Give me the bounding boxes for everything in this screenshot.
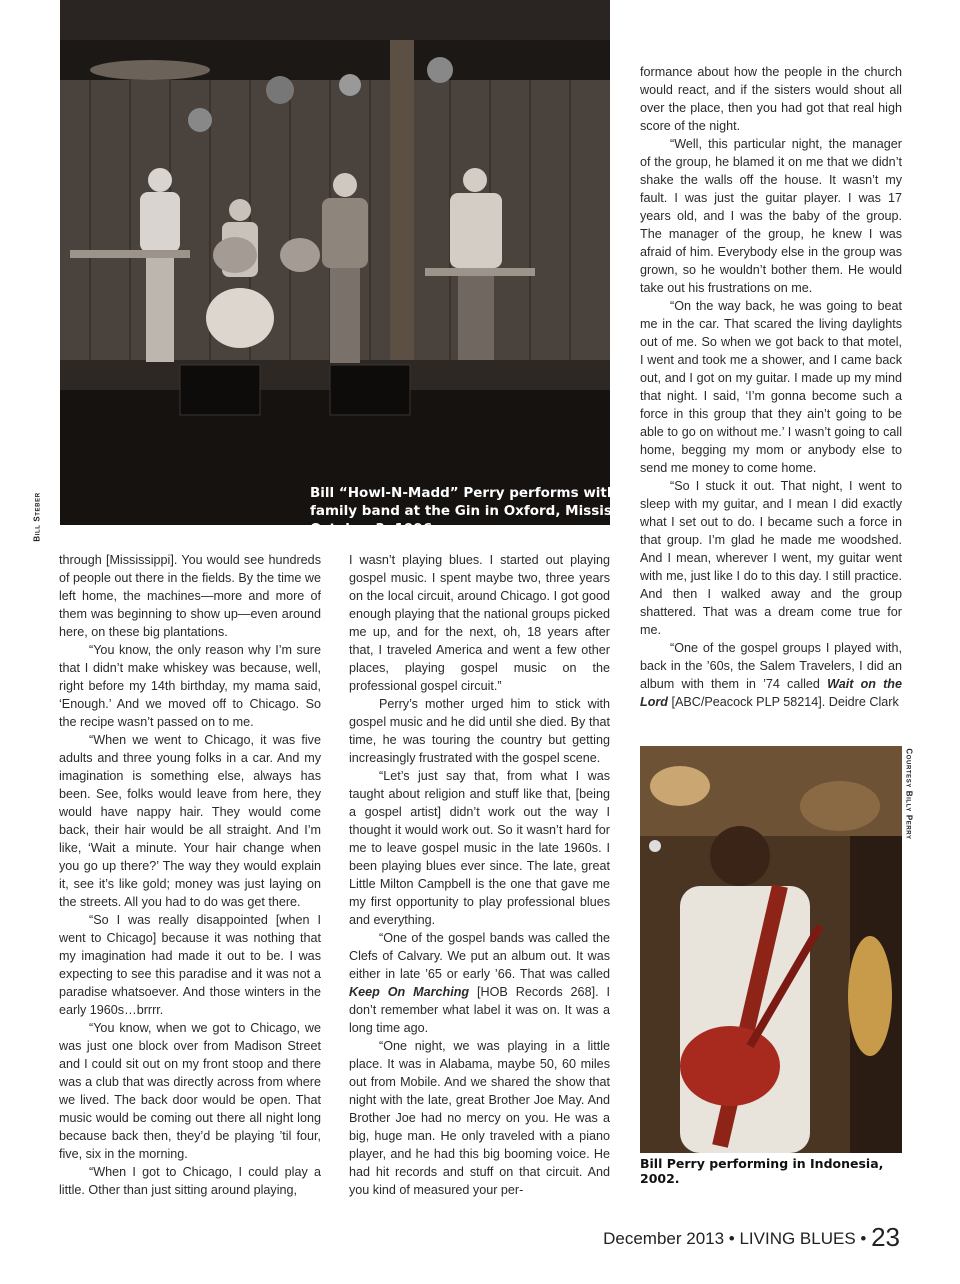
article-column-3 — [640, 63, 902, 711]
photo-credit: Bill Steber — [32, 492, 42, 542]
paragraph: “One night, we was playing in a little place. It was in Alabama, maybe 50, 60 miles out from Mobile. And we shared the show that night with the late, great Brother Joe May. And Brother Joe had no mercy on you. He was a big, huge man. He only traveled with a piano player, and he had this big booming voice. He had hit records and stuff on that circuit. And you kind of measured your per- — [349, 1039, 610, 1197]
paragraph: I wasn’t playing blues. I started out playing gospel music. I spent maybe two, three years on the local circuit, around Chicago. I got good enough playing that the national groups picked me up, and for the next, oh, 18 years after that, I traveled America and went a few other places, playing gospel music on the professional gospel circuit.” — [349, 553, 610, 693]
guitarist-photo-image — [640, 746, 902, 1153]
paragraph: “Let’s just say that, from what I was taught about religion and stuff like that, [being a gospel artist] didn’t work out the way I thought it would work out. So it wasn’t hard for me to leave gospel music in the late 1960s. I been playing blues ever since. The late, great Little Milton Campbell is the one that gave me my first opportunity to play professional blues and everything. — [349, 769, 610, 927]
album-title: Keep On Marching — [349, 985, 470, 999]
paragraph: “You know, the only reason why I’m sure that I didn’t make whiskey was because, well, right before my 14th birthday, my mama said, ‘Enough.’ And we moved off to Chicago. So the recipe wasn’t passed on to me. — [59, 643, 321, 729]
paragraph: “On the way back, he was going to beat me in the car. That scared the living daylights out of me. So when we got back to that motel, I went and took me a shower, and I came back out, and I got on my guitar. I made up my mind that night. I said, ‘I’m gonna become such a force in this group that they ain’t going to be able to go on without me.’ I wasn’t going to call home, begging my mom or anybody else to send me money to come home. — [640, 299, 902, 475]
paragraph: “One of the gospel groups I played with, back in the ’60s, the Salem Travelers, I did an album with them in ’74 called Wait on the Lord [ABC/Peacock PLP 58214]. Deidre Clark — [640, 641, 902, 709]
article-column-1 — [59, 551, 321, 1199]
paragraph: “When I got to Chicago, I could play a little. Other than just sitting around playing, — [59, 1165, 321, 1197]
paragraph: “One of the gospel bands was called the Clefs of Calvary. We put an album out. It was either in late ’65 or early ’66. That was called Keep On Marching [HOB Records 268]. I don’t remember what label it was on. It was a long time ago. — [349, 931, 610, 1035]
article-column-2 — [349, 551, 610, 1199]
guitarist-photo — [640, 746, 902, 1153]
issue-label: December 2013 • LIVING BLUES • — [603, 1229, 867, 1248]
photo-caption: Bill “Howl-N-Madd” Perry performs with his family band at the Gin in Oxford, Mississippi, October 3, 1996. — [310, 485, 654, 537]
paragraph: through [Mississippi]. You would see hundreds of people out there in the fields. By the time we left home, the machines—more and more of them was beginning to show up—even around here, on these big plantations. — [59, 553, 321, 639]
paragraph: “Well, this particular night, the manager of the group, he blamed it on me that we didn’t shake the walls off the house. It wasn’t my fault. I was just the guitar player. I was 17 years old, and I was the baby of the group. The manager of the group, he knew I was afraid of him. Everybody else in the group was grown, so he wouldn’t bother them. He would take out his frustrations on me. — [640, 137, 902, 295]
paragraph: Perry’s mother urged him to stick with gospel music and he did until she died. By that time, he was touring the country but getting increasingly frustrated with the gospel scene. — [349, 697, 610, 765]
photo-credit: Courtesy Billy Perry — [904, 748, 914, 840]
photo-caption: Bill Perry performing in Indonesia, 2002. — [640, 1156, 884, 1186]
band-photo — [60, 0, 654, 537]
paragraph: formance about how the people in the church would react, and if the sisters would shout all over the place, then you had got that real high score of the night. — [640, 65, 902, 133]
page-number: 23 — [871, 1222, 900, 1252]
paragraph: “When we went to Chicago, it was five adults and three young folks in a car. And my imagination is something else, always has been. See, folks would leave from here, they would have nappy hair. They would come back, their hair would be all straight. And I’m like, ‘Wait a minute. Your hair change when you go up there?’ The way they would explain it, see it’s like gold; money was just laying on the streets. All you had to do was get there. — [59, 733, 321, 909]
album-title: Wait on the Lord — [640, 677, 902, 709]
paragraph: “So I was really disappointed [when I went to Chicago] because it was nothing that my imagination had made it out to be. I was expecting to see this paradise and it was not a paradise whatsoever. And those winters in the early 1960s…brrrr. — [59, 913, 321, 1017]
page-footer — [603, 1222, 900, 1253]
paragraph: “You know, when we got to Chicago, we was just one block over from Madison Street and I could sit out on my front stoop and there was a club that was directly across from where we lived. The back door would be open. That music would be coming out there all night long because back then, they’d be playing ’til four, five, six in the morning. — [59, 1021, 321, 1161]
band-photo-image — [60, 0, 610, 525]
paragraph: “So I stuck it out. That night, I went to sleep with my guitar, and I mean I did exactly what I set out to do. I became such a force in that group. I’m glad he made me woodshed. And I mean, wherever I went, my guitar went with me, just like I do to this day. I still practice. And then I walked away and the group shattered. That was a dream come true for me. — [640, 479, 902, 637]
